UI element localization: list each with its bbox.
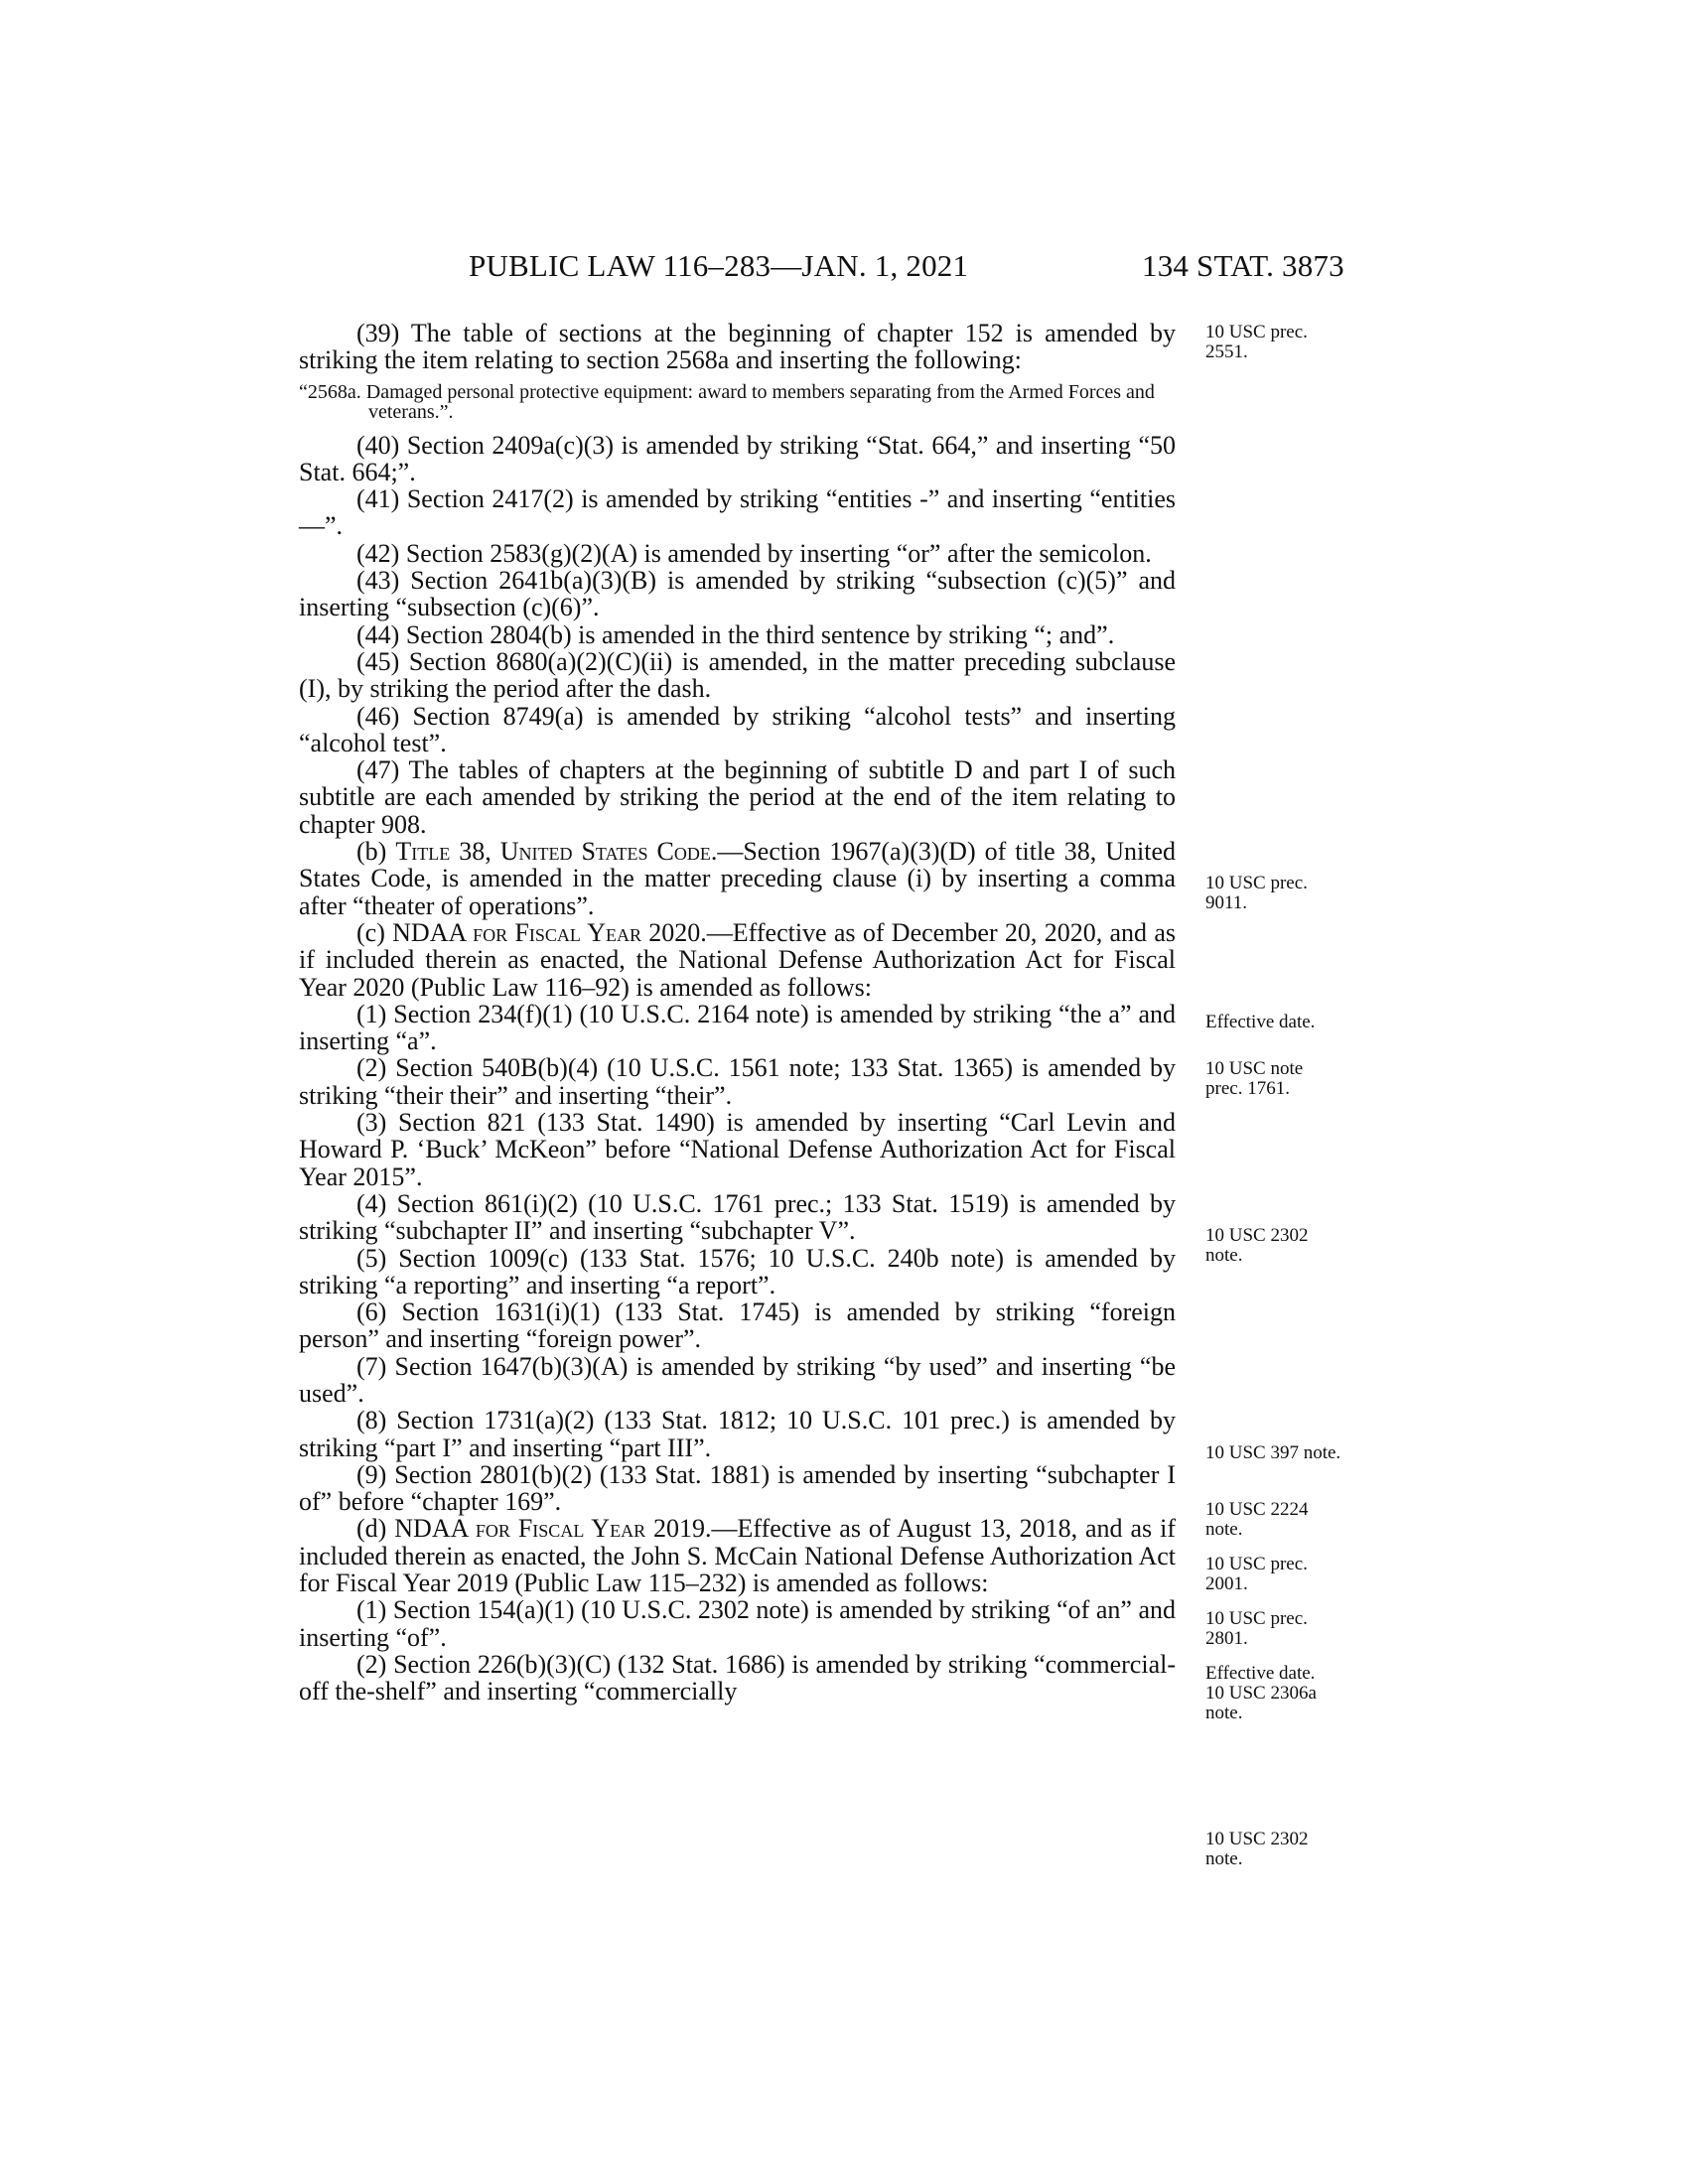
paragraph: (47) The tables of chapters at the beginning of subtitle D and part I of such subtitle are each amended by striking the period at the end of the item relating to chapter 908. — [299, 755, 1176, 839]
subsection-label: (b) — [356, 837, 396, 867]
page-number: 134 STAT. 3873 — [1142, 248, 1344, 283]
document-body — [299, 320, 1176, 1706]
paragraph: (1) Section 234(f)(1) (10 U.S.C. 2164 note) is amended by striking “the a” and inserting “a”. — [299, 999, 1176, 1056]
margin-note: 10 USC prec. 9011. — [1205, 873, 1308, 913]
paragraph: (2) Section 226(b)(3)(C) (132 Stat. 1686) is amended by striking “commercial-off the-shelf” and inserting “commercially — [299, 1649, 1176, 1706]
paragraph: (46) Section 8749(a) is amended by striking “alcohol tests” and inserting “alcohol test”. — [299, 701, 1176, 757]
paragraph: (9) Section 2801(b)(2) (133 Stat. 1881) is amended by inserting “subchapter I of” before “chapter 169”. — [299, 1459, 1176, 1517]
paragraph: (43) Section 2641b(a)(3)(B) is amended by striking “subsection (c)(5)” and inserting “subsection (c)(6)”. — [299, 566, 1176, 622]
subsection-label: (c) — [356, 917, 393, 947]
subsection-heading: NDAA for Fiscal Year 2019. — [394, 1514, 712, 1544]
margin-note: 10 USC 2224 note. — [1205, 1499, 1309, 1540]
subsection-c — [299, 919, 1176, 1001]
subsection-text: —Effective as of August 13, 2018, and as if included therein as enacted, the John S. McCain National Defense Authorization Act for Fiscal Year 2019 (Public Law 115–232) is amended as follows: — [299, 1514, 1176, 1598]
paragraph: (5) Section 1009(c) (133 Stat. 1576; 10 U.S.C. 240b note) is amended by striking “a reporting” and inserting “a report”. — [299, 1243, 1176, 1299]
paragraph: (44) Section 2804(b) is amended in the third sentence by striking “; and”. — [356, 619, 1115, 649]
paragraph: (6) Section 1631(i)(1) (133 Stat. 1745) is amended by striking “foreign person” and inserting “foreign power”. — [299, 1297, 1176, 1354]
margin-note: 10 USC 2302 note. — [1205, 1829, 1309, 1869]
margin-note: 10 USC prec. 2801. — [1205, 1608, 1308, 1649]
paragraph: (3) Section 821 (133 Stat. 1490) is amended by inserting “Carl Levin and Howard P. ‘Buck’ McKeon” before “National Defense Authorization Act for Fiscal Year 2015”. — [299, 1108, 1176, 1191]
margin-note: 10 USC 2306a note. — [1205, 1683, 1317, 1723]
margin-note: Effective date. — [1205, 1012, 1316, 1032]
running-head: PUBLIC LAW 116–283—JAN. 1, 2021 — [469, 248, 969, 283]
margin-note: 10 USC 2302 note. — [1205, 1225, 1309, 1266]
margin-note: 10 USC note prec. 1761. — [1205, 1058, 1304, 1099]
paragraph: (2) Section 540B(b)(4) (10 U.S.C. 1561 note; 133 Stat. 1365) is amended by striking “their their” and inserting “their”. — [299, 1053, 1176, 1110]
paragraph: (7) Section 1647(b)(3)(A) is amended by striking “by used” and inserting “be used”. — [299, 1351, 1176, 1408]
margin-note: 10 USC prec. 2551. — [1205, 322, 1308, 362]
paragraph: (40) Section 2409a(c)(3) is amended by striking “Stat. 664,” and inserting “50 Stat. 664;”. — [299, 430, 1176, 486]
table-of-sections-item: “2568a. Damaged personal protective equipment: award to members separating from the Armed Forces and veterans.”. — [299, 380, 1155, 423]
subsection-heading: NDAA for Fiscal Year 2020. — [392, 917, 707, 947]
paragraph: (8) Section 1731(a)(2) (133 Stat. 1812; 10 U.S.C. 101 prec.) is amended by striking “part I” and inserting “part III”. — [299, 1406, 1176, 1462]
paragraph: (39) The table of sections at the beginning of chapter 152 is amended by striking the item relating to section 2568a and inserting the following: — [299, 319, 1176, 375]
paragraph: (42) Section 2583(g)(2)(A) is amended by inserting “or” after the semicolon. — [356, 538, 1152, 568]
margin-note: 10 USC prec. 2001. — [1205, 1554, 1308, 1594]
paragraph: (4) Section 861(i)(2) (10 U.S.C. 1761 prec.; 133 Stat. 1519) is amended by striking “subchapter II” and inserting “subchapter V”. — [299, 1188, 1176, 1246]
subsection-label: (d) — [356, 1514, 395, 1544]
subsection-text: —Section 1967(a)(3)(D) of title 38, United States Code, is amended in the matter preceding clause (i) by inserting a comma after “theater of operations”. — [299, 837, 1176, 920]
margin-note: Effective date. — [1205, 1663, 1316, 1684]
subsection-d — [299, 1515, 1176, 1596]
paragraph: (41) Section 2417(2) is amended by striking “entities -” and inserting “entities—”. — [299, 484, 1176, 541]
subsection-text: —Effective as of December 20, 2020, and as if included therein as enacted, the National Defense Authorization Act for Fiscal Year 2020 (Public Law 116–92) is amended as follows: — [299, 917, 1176, 1002]
paragraph: (1) Section 154(a)(1) (10 U.S.C. 2302 note) is amended by striking “of an” and inserting “of”. — [299, 1595, 1176, 1652]
margin-note: 10 USC 397 note. — [1205, 1442, 1341, 1463]
subsection-heading: Title 38, United States Code. — [395, 837, 718, 867]
paragraph: (45) Section 8680(a)(2)(C)(ii) is amended, in the matter preceding subclause (I), by striking the period after the dash. — [299, 646, 1176, 704]
subsection-b — [299, 838, 1176, 919]
